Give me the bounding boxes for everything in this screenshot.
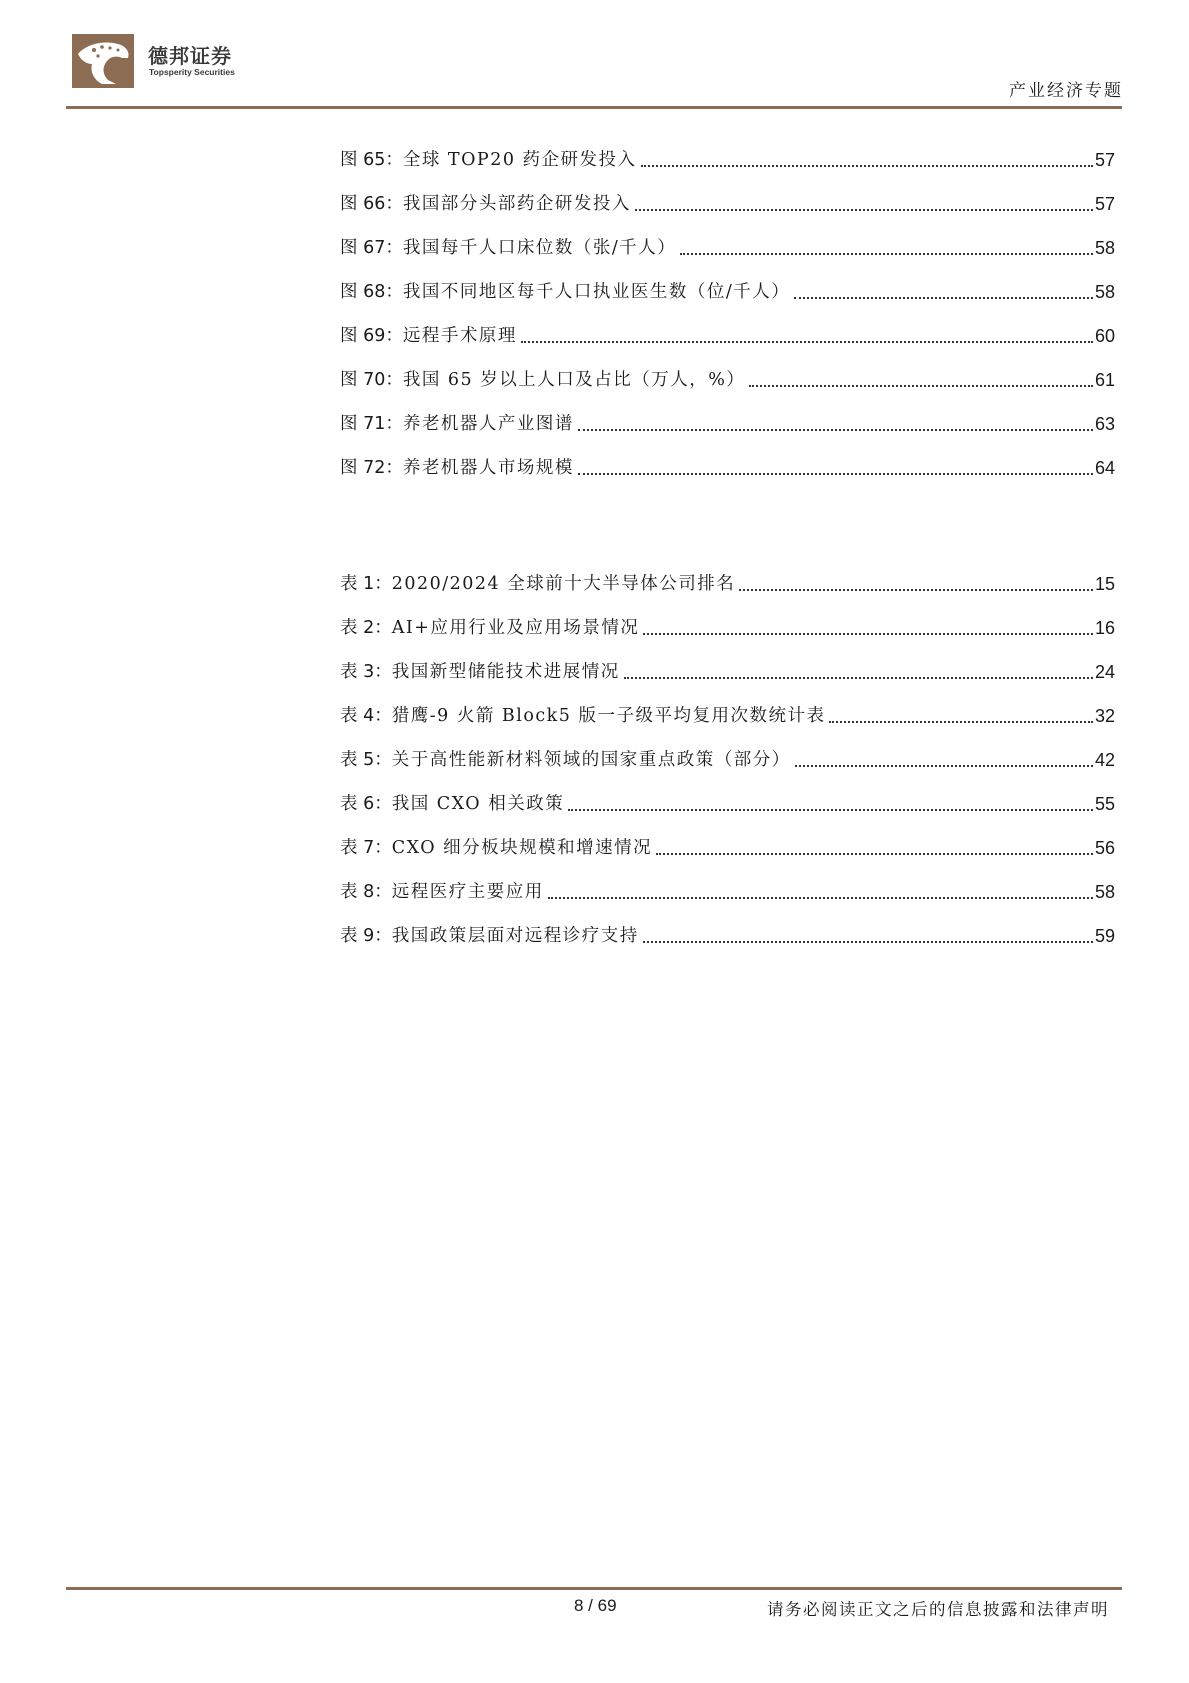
toc-entry[interactable] bbox=[340, 551, 1115, 595]
toc-entry-page: 32 bbox=[1094, 706, 1115, 726]
toc-entry-label: 图 70： bbox=[340, 370, 403, 390]
logo-chinese-name: 德邦证券 bbox=[148, 44, 232, 68]
toc-entry-label: 表 3： bbox=[340, 662, 392, 682]
toc-entry[interactable] bbox=[340, 259, 1115, 303]
dot-leader bbox=[643, 941, 1093, 943]
toc-entry[interactable] bbox=[340, 391, 1115, 435]
toc-entry[interactable] bbox=[340, 127, 1115, 171]
dot-leader bbox=[635, 209, 1093, 211]
report-type: 产业经济专题 bbox=[1009, 81, 1123, 101]
toc-entry-label: 表 5： bbox=[340, 750, 392, 770]
dot-leader bbox=[680, 253, 1093, 255]
toc-entry[interactable] bbox=[340, 347, 1115, 391]
dot-leader bbox=[656, 853, 1093, 855]
toc-entry-title: 养老机器人产业图谱 bbox=[402, 414, 574, 434]
toc-entry-label: 表 9： bbox=[340, 926, 392, 946]
dot-leader bbox=[624, 677, 1093, 679]
toc-entry-label: 表 4： bbox=[340, 706, 392, 726]
logo-english-name: Topsperity Securities bbox=[149, 67, 235, 77]
dot-leader bbox=[578, 429, 1093, 431]
toc-entry-title: AI+应用行业及应用场景情况 bbox=[391, 618, 640, 638]
toc-entry-page: 55 bbox=[1094, 794, 1115, 814]
toc-entry-page: 57 bbox=[1094, 150, 1115, 170]
toc-entry-title: 我国 CXO 相关政策 bbox=[391, 794, 565, 814]
toc-entry-label: 图 69： bbox=[340, 326, 403, 346]
dot-leader bbox=[829, 721, 1092, 723]
toc-entry-label: 表 7： bbox=[340, 838, 392, 858]
toc-entry[interactable] bbox=[340, 727, 1115, 771]
toc-entry-page: 58 bbox=[1094, 238, 1115, 258]
toc-entry-title: 关于高性能新材料领域的国家重点政策（部分） bbox=[391, 750, 791, 770]
toc-entry-title: 远程医疗主要应用 bbox=[391, 882, 544, 902]
toc-entry-label: 图 65： bbox=[340, 150, 403, 170]
toc-entry-title: 猎鹰-9 火箭 Block5 版一子级平均复用次数统计表 bbox=[391, 706, 826, 726]
footer-divider bbox=[66, 1587, 1122, 1590]
page-number: 8 / 69 bbox=[574, 1596, 617, 1615]
toc-entry-page: 58 bbox=[1094, 282, 1115, 302]
toc-entry-label: 图 66： bbox=[340, 194, 403, 214]
toc-entry-page: 56 bbox=[1094, 838, 1115, 858]
dot-leader bbox=[795, 765, 1093, 767]
figure-list bbox=[340, 127, 1115, 479]
toc-entry-title: 我国新型储能技术进展情况 bbox=[391, 662, 620, 682]
toc-entry-page: 64 bbox=[1094, 458, 1115, 478]
dot-leader bbox=[794, 297, 1093, 299]
dot-leader bbox=[568, 809, 1093, 811]
toc-entry-label: 图 68： bbox=[340, 282, 403, 302]
toc-entry-title: 远程手术原理 bbox=[402, 326, 517, 346]
toc-entry-page: 42 bbox=[1094, 750, 1115, 770]
toc-entry[interactable] bbox=[340, 595, 1115, 639]
toc-entry-title: 我国部分头部药企研发投入 bbox=[402, 194, 631, 214]
company-logo bbox=[72, 34, 234, 90]
toc-entry[interactable] bbox=[340, 771, 1115, 815]
toc-entry-title: 我国政策层面对远程诊疗支持 bbox=[391, 926, 639, 946]
toc-entry-title: 2020/2024 全球前十大半导体公司排名 bbox=[391, 574, 736, 594]
toc-entry[interactable] bbox=[340, 815, 1115, 859]
toc-entry-page: 15 bbox=[1094, 574, 1115, 594]
toc-entry-page: 58 bbox=[1094, 882, 1115, 902]
toc-entry-page: 60 bbox=[1094, 326, 1115, 346]
toc-entry-label: 图 71： bbox=[340, 414, 403, 434]
toc-entry-page: 61 bbox=[1094, 370, 1115, 390]
table-list bbox=[340, 551, 1115, 947]
header-divider bbox=[66, 106, 1122, 109]
toc-entry[interactable] bbox=[340, 639, 1115, 683]
toc-entry[interactable] bbox=[340, 903, 1115, 947]
toc-entry-title: 全球 TOP20 药企研发投入 bbox=[402, 150, 637, 170]
toc-entry[interactable] bbox=[340, 303, 1115, 347]
dot-leader bbox=[548, 897, 1093, 899]
toc-entry[interactable] bbox=[340, 215, 1115, 259]
toc-entry-page: 24 bbox=[1094, 662, 1115, 682]
toc-entry-page: 59 bbox=[1094, 926, 1115, 946]
toc-entry-title: CXO 细分板块规模和增速情况 bbox=[391, 838, 653, 858]
dot-leader bbox=[578, 473, 1093, 475]
leopard-logo-icon bbox=[72, 34, 134, 88]
toc-entry-title: 养老机器人市场规模 bbox=[402, 458, 574, 478]
toc-entry-label: 表 8： bbox=[340, 882, 392, 902]
toc-entry[interactable] bbox=[340, 435, 1115, 479]
dot-leader bbox=[643, 633, 1093, 635]
toc-entry-page: 63 bbox=[1094, 414, 1115, 434]
toc-entry-label: 图 67： bbox=[340, 238, 403, 258]
toc-entry-title: 我国 65 岁以上人口及占比（万人，%） bbox=[402, 370, 746, 390]
dot-leader bbox=[749, 385, 1093, 387]
toc-entry-label: 图 72： bbox=[340, 458, 403, 478]
toc-entry-label: 表 6： bbox=[340, 794, 392, 814]
toc-entry[interactable] bbox=[340, 171, 1115, 215]
toc-entry-page: 16 bbox=[1094, 618, 1115, 638]
legal-disclaimer: 请务必阅读正文之后的信息披露和法律声明 bbox=[767, 1600, 1109, 1619]
dot-leader bbox=[641, 165, 1093, 167]
dot-leader bbox=[739, 589, 1093, 591]
toc-entry[interactable] bbox=[340, 683, 1115, 727]
toc-entry[interactable] bbox=[340, 859, 1115, 903]
toc-entry-page: 57 bbox=[1094, 194, 1115, 214]
toc-entry-label: 表 2： bbox=[340, 618, 392, 638]
dot-leader bbox=[521, 341, 1093, 343]
toc-entry-label: 表 1： bbox=[340, 574, 392, 594]
toc-entry-title: 我国不同地区每千人口执业医生数（位/千人） bbox=[402, 282, 791, 302]
toc-entry-title: 我国每千人口床位数（张/千人） bbox=[402, 238, 677, 258]
